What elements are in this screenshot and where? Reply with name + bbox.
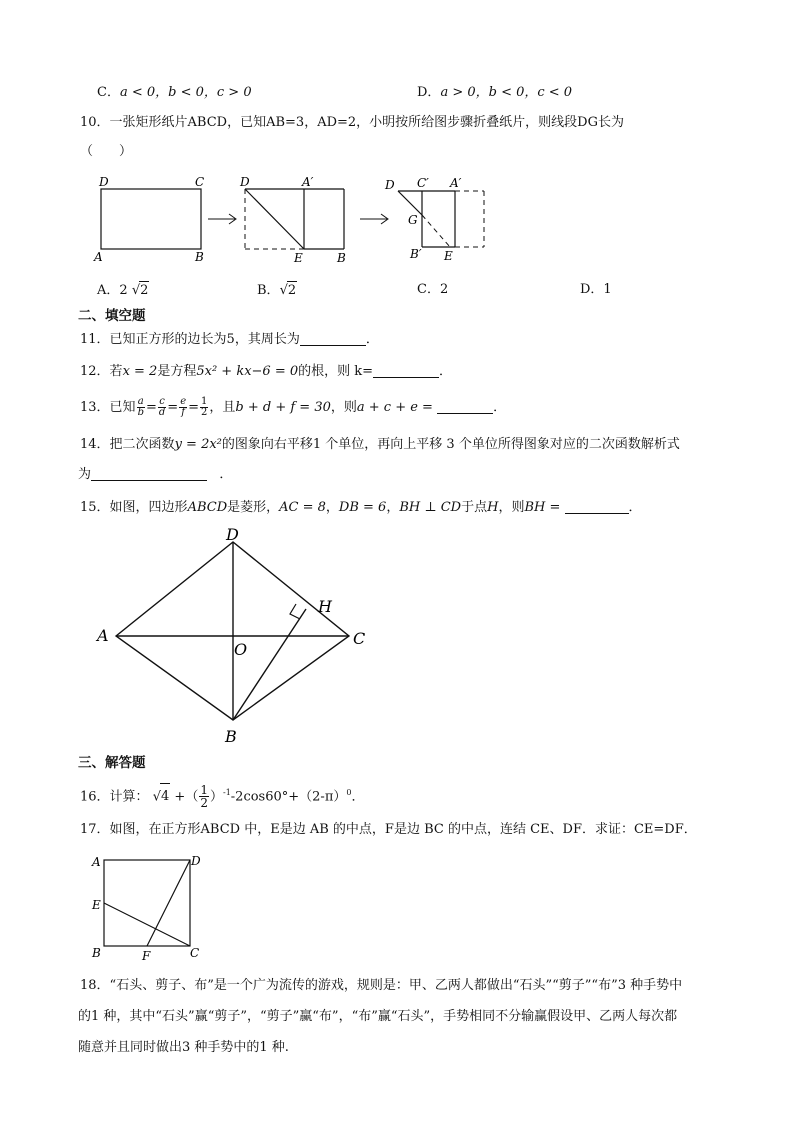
q9-option-d-text: a > 0，b < 0，c < 0	[440, 85, 573, 100]
q13-text-b: ，且	[209, 400, 236, 415]
q10-option-b-radicand: 2	[287, 283, 297, 298]
q17-label-c: C	[190, 946, 200, 960]
q15-bh: BH ⊥ CD	[399, 500, 462, 515]
q10-fig3-label-e: E	[444, 249, 453, 263]
q17-segment-df	[147, 860, 190, 946]
q13-number: 13．	[80, 400, 110, 415]
q11-text: 已知正方形的边长为5，其周长为	[109, 332, 300, 347]
q10-option-b-label: B．	[257, 283, 280, 298]
q15-right-angle-mark	[290, 604, 300, 619]
q10-fig1-label-b: B	[195, 250, 204, 264]
q17-segment-ce	[104, 903, 190, 946]
q16-exponent: -1	[222, 788, 231, 797]
q10-folding-figure	[88, 170, 508, 270]
q15-text-d: ，则	[498, 500, 525, 515]
q16	[80, 780, 364, 810]
q10-option-c: C．2	[417, 282, 449, 297]
q13-ask: a + c + e =	[356, 400, 433, 415]
q12-eq2: 5x² + kx−6 = 0	[196, 364, 299, 379]
q12-text-c: 的根，则 k=	[298, 364, 374, 379]
q13-f3-den: f	[181, 407, 185, 418]
q13-text-c: ，则	[330, 400, 357, 415]
q10-fig2-label-b: B	[337, 251, 346, 265]
q15-quad: ABCD	[187, 500, 228, 515]
q13-text-a: 已知	[109, 400, 136, 415]
q10-option-a	[97, 281, 149, 300]
q16-plus: +（	[174, 789, 199, 805]
q15-sep1: ，	[325, 500, 339, 515]
section-solve-title: 三、解答题	[78, 755, 146, 771]
q17-label-b: B	[92, 946, 101, 960]
q10-fig3-label-d: D	[385, 178, 395, 192]
q13-fraction-3	[179, 397, 187, 418]
q13-f2-den: d	[158, 407, 166, 418]
q15-h: H	[487, 500, 499, 515]
q16-text-a: 计算：	[109, 789, 149, 805]
q13-eq-3: =	[188, 400, 200, 415]
q10-fig1-rectangle	[101, 189, 201, 249]
q15-number: 15．	[80, 500, 110, 515]
q11-end: ．	[365, 332, 379, 347]
q17-square	[104, 860, 190, 946]
q13-f4-num: 1	[201, 396, 208, 407]
q13-fraction-2	[158, 397, 166, 418]
q10-arrow-2	[360, 214, 388, 224]
q15-label-c: C	[353, 629, 366, 648]
q15-label-o: O	[234, 640, 248, 659]
q12-number: 12．	[80, 364, 110, 379]
q15-db: DB = 6	[338, 500, 387, 515]
q10-arrow-1	[208, 214, 236, 224]
q12	[80, 363, 452, 381]
q15-label-h: H	[318, 597, 332, 616]
q10-stem	[80, 114, 624, 132]
q15-text-c: 于点	[461, 500, 488, 515]
q15-ac: AC = 8	[279, 500, 326, 515]
q15-label-b: B	[225, 727, 237, 746]
q17-label-d: D	[191, 854, 201, 868]
q17-label-f: F	[142, 949, 151, 963]
q13-f4-den: 2	[201, 407, 208, 418]
q17-label-a: A	[92, 855, 101, 869]
q12-text-b: 是方程	[157, 364, 197, 379]
q14-text-a: 把二次函数	[109, 437, 175, 452]
q17-label-e: E	[92, 898, 101, 912]
q18-text-line1: “石头、剪子、布”是一个广为流传的游戏，规则是：甲、乙两人都做出“石头”“剪子”“布”3 种手势中	[109, 978, 683, 993]
q18-line1	[80, 977, 682, 995]
q10-fig3-label-c-prime: C′	[417, 176, 429, 190]
q14-text-b: 的图象向右平移1 个单位，再向上平移 3 个单位所得图象对应的二次函数解析式	[221, 437, 680, 452]
q10-text: 一张矩形纸片ABCD，已知AB=3，AD=2，小明按所给图步骤折叠纸片，则线段DG长为	[109, 115, 624, 130]
q15-end: ．	[628, 500, 642, 515]
q18-number: 18．	[80, 978, 110, 993]
q15-segment-bh	[233, 609, 306, 720]
q18-line3: 随意并且同时做出3 种手势中的1 种.	[78, 1040, 289, 1055]
q12-answer-blank[interactable]	[373, 363, 439, 378]
sqrt-icon: √	[279, 283, 288, 298]
q16-number: 16．	[80, 789, 110, 805]
q14-function: y = 2x²	[174, 437, 222, 452]
q13-fraction-1	[137, 397, 145, 418]
q16-fraction	[199, 784, 209, 809]
q16-rest: -2cos60°+（2-π）	[230, 789, 347, 805]
q10-fig3-label-g: G	[408, 213, 418, 227]
q10-fig1-label-a: A	[94, 250, 103, 264]
q9-option-c-label: C．	[97, 85, 120, 100]
q12-text-a: 若	[109, 364, 123, 379]
q17-number: 17．	[80, 822, 110, 837]
q10-fig1-label-d: D	[99, 175, 109, 189]
q17-text: 如图，在正方形ABCD 中，E是边 AB 的中点，F是边 BC 的中点，连结 CE、DF．求证：CE=DF．	[109, 822, 697, 837]
q11-answer-blank[interactable]	[300, 331, 366, 346]
q15-sep2: ，	[386, 500, 400, 515]
q18-line2: 的1 种，其中“石头”赢“剪子”，“剪子”赢“布”，“布”赢“石头”，手势相同不分输赢假设甲、乙两人每次都	[78, 1009, 678, 1024]
q9-option-c	[97, 84, 252, 102]
q14-answer-blank[interactable]	[91, 466, 207, 481]
q9-option-c-text: a < 0，b < 0，c > 0	[119, 85, 252, 100]
q10-option-a-label: A．2	[97, 283, 128, 298]
q13-eq-1: =	[145, 400, 157, 415]
sqrt-icon: √	[152, 789, 161, 805]
q13-f1-num: a	[137, 396, 144, 407]
q10-fig2	[245, 189, 344, 249]
q17-stem	[80, 821, 697, 839]
q12-end: ．	[439, 364, 453, 379]
q13	[80, 396, 506, 420]
q10-fig2-label-d: D	[240, 175, 250, 189]
q11-number: 11．	[80, 332, 110, 347]
q16-close: ）	[209, 789, 223, 805]
q15-label-a: A	[97, 626, 109, 645]
q16-f-num: 1	[200, 783, 208, 798]
q15-label-d: D	[226, 528, 239, 544]
q16-radicand: 4	[160, 783, 170, 810]
q10-fig3-label-b-prime: B′	[410, 247, 422, 261]
q14-text-c: 为	[78, 467, 92, 482]
q13-fraction-4	[200, 397, 208, 418]
q13-eq-2: =	[167, 400, 179, 415]
q15-text-a: 如图，四边形	[109, 500, 188, 515]
q10-fig3-label-a-prime: A′	[450, 176, 462, 190]
sqrt-icon: √	[131, 283, 141, 298]
q13-f2-num: c	[159, 396, 165, 407]
q13-condition: b + d + f = 30	[235, 400, 331, 415]
q12-eq1: x = 2	[122, 364, 158, 379]
q13-f1-den: b	[137, 407, 144, 418]
q10-option-d: D．1	[580, 282, 612, 297]
q16-f-den: 2	[200, 796, 208, 811]
q14-number: 14．	[80, 437, 110, 452]
q10-number: 10．	[80, 115, 110, 130]
q10-fig2-label-a-prime: A′	[302, 175, 314, 189]
q15-ask: BH =	[524, 500, 561, 515]
q14-line1	[80, 436, 680, 454]
q13-end: ．	[493, 400, 507, 415]
q15-answer-blank[interactable]	[565, 499, 629, 514]
q15-text-b: 是菱形，	[227, 500, 280, 515]
q14-line2	[78, 466, 232, 484]
q10-option-b	[257, 281, 297, 300]
q14-end: ．	[219, 467, 233, 482]
q10-fig2-label-e: E	[294, 251, 303, 265]
q15-rhombus-figure	[90, 528, 380, 748]
q13-answer-blank[interactable]	[437, 399, 493, 414]
q13-f3-num: e	[180, 396, 187, 407]
q15	[80, 499, 642, 517]
q17-square-figure	[88, 850, 208, 965]
q9-option-d	[417, 84, 572, 102]
q10-fig1-label-c: C	[195, 175, 205, 189]
q11	[80, 331, 379, 349]
q10-paren: （ ）	[80, 144, 133, 159]
q10-option-a-radicand: 2	[140, 283, 149, 298]
q16-end: ．	[351, 789, 365, 805]
q9-option-d-label: D．	[417, 85, 441, 100]
q16-exponent-zero: 0	[346, 788, 352, 797]
section-fill-in-title: 二、填空题	[78, 308, 146, 324]
